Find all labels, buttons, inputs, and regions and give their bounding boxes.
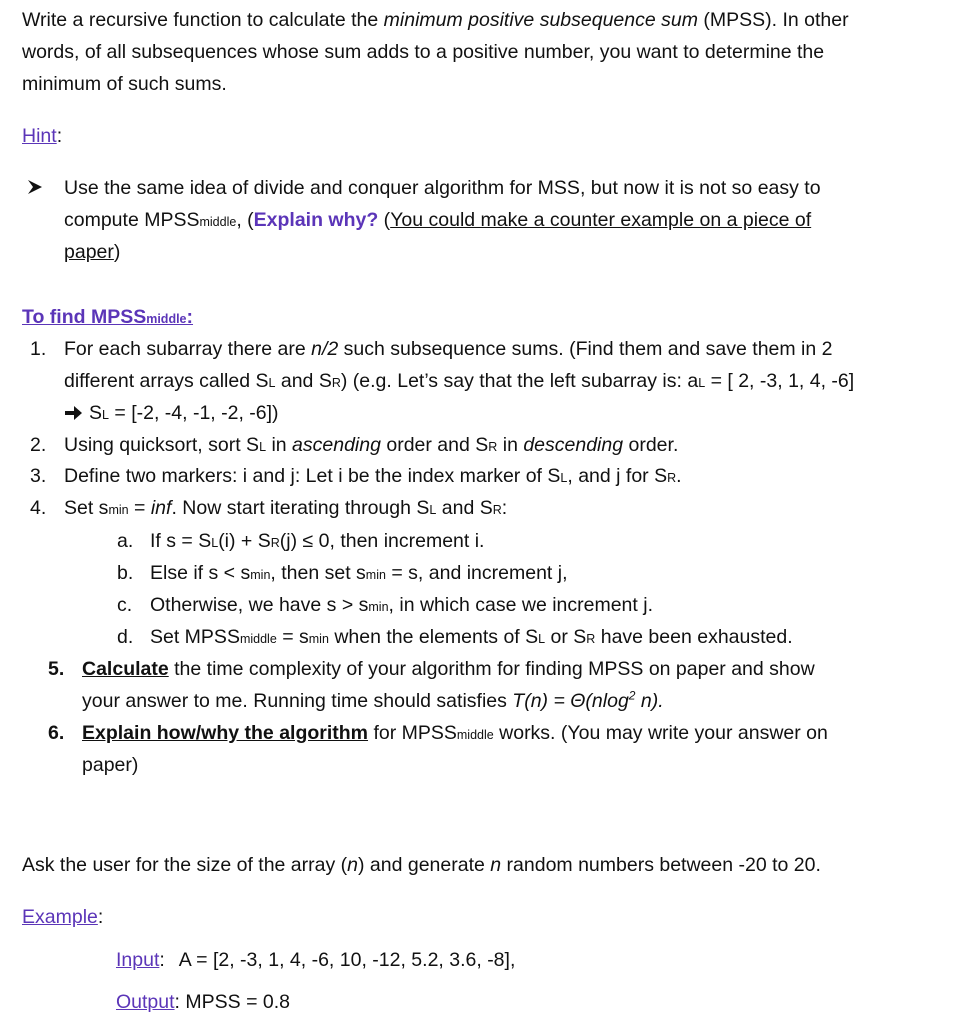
hint-label: Hint xyxy=(22,125,57,147)
step-text: in xyxy=(497,434,524,456)
complexity-formula: n). xyxy=(635,690,664,712)
step-1-line-1 xyxy=(64,337,833,361)
step-4a-text xyxy=(150,529,484,555)
subscript: min xyxy=(368,600,389,614)
subscript: middle xyxy=(146,312,187,326)
step-text: works. (You may write your answer on xyxy=(493,722,828,744)
input-colon: : xyxy=(159,949,165,971)
step-text: For each subarray there are xyxy=(64,338,312,360)
step-text: . Now start iterating through S xyxy=(171,497,430,519)
explain-text: Explain how/why the algorithm xyxy=(82,722,369,744)
ask-text: random numbers between -20 to 20. xyxy=(501,854,821,876)
subscript: R xyxy=(488,440,498,454)
hint-bullet-line-2 xyxy=(64,208,811,234)
subscript: R xyxy=(492,503,502,517)
step-text: (j) ≤ 0, then increment i. xyxy=(279,530,485,552)
step-text: and S xyxy=(275,370,332,392)
subscript: min xyxy=(365,568,386,582)
step-text: = xyxy=(128,497,151,519)
hint-bullet-line-3 xyxy=(64,240,120,264)
step-text: order. xyxy=(623,434,679,456)
ask-line xyxy=(22,853,821,877)
step-text: (i) + S xyxy=(218,530,271,552)
intro-line-2: words, of all subsequences whose sum adds to a positive number, you want to determine the xyxy=(22,41,825,63)
step-4d-text xyxy=(150,625,793,651)
subscript: L xyxy=(429,503,437,517)
subscript: L xyxy=(538,632,546,646)
step-2-number: 2. xyxy=(30,434,47,456)
output-value: MPSS = 0.8 xyxy=(179,991,290,1013)
step-text: Set MPSS xyxy=(150,626,240,648)
find-heading xyxy=(22,305,193,331)
step-text: or S xyxy=(545,626,587,648)
step-5-line-1 xyxy=(82,657,815,681)
intro-line-1 xyxy=(22,8,849,32)
step-text: = [ 2, -3, 1, 4, -6] xyxy=(705,370,855,392)
arrowhead-bullet-icon xyxy=(26,178,44,196)
step-text: in xyxy=(266,434,293,456)
ask-text: n xyxy=(347,854,358,876)
input-value: A = [2, -3, 1, 4, -6, 10, -12, 5.2, 3.6, -8], xyxy=(178,949,516,971)
counter-example-text: paper xyxy=(64,241,114,263)
step-text: , then set s xyxy=(270,562,366,584)
subscript: L xyxy=(560,471,568,485)
example-input xyxy=(116,948,515,972)
step-text: inf xyxy=(150,497,172,519)
step-4-line-1 xyxy=(64,496,507,522)
step-text: order and S xyxy=(380,434,489,456)
hint-text: compute MPSS xyxy=(64,209,200,231)
subscript: min xyxy=(308,632,329,646)
step-text: different arrays called S xyxy=(64,370,269,392)
right-arrow-icon xyxy=(64,405,83,421)
step-1-number: 1. xyxy=(30,338,47,360)
step-text: = s xyxy=(276,626,309,648)
subscript: L xyxy=(259,440,267,454)
example-heading xyxy=(22,905,103,929)
step-3-number: 3. xyxy=(30,465,47,487)
step-text: the time complexity of your algorithm for finding MPSS on paper and show xyxy=(168,658,815,680)
step-text: ascending xyxy=(292,434,381,456)
step-4-number: 4. xyxy=(30,497,47,519)
subscript: L xyxy=(698,376,706,390)
subscript: R xyxy=(331,376,341,390)
step-text: = s, and increment j, xyxy=(385,562,568,584)
ask-text: Ask the user for the size of the array ( xyxy=(22,854,348,876)
step-text: such subsequence sums. (Find them and save them in 2 xyxy=(338,338,833,360)
step-2-line-1 xyxy=(64,433,678,459)
step-5-number: 5. xyxy=(48,658,65,680)
subscript: min xyxy=(108,503,129,517)
step-text: your answer to me. Running time should satisfies xyxy=(82,690,513,712)
intro-line-3: minimum of such sums. xyxy=(22,73,227,95)
hint-heading xyxy=(22,124,62,148)
step-text: Set s xyxy=(64,497,109,519)
subscript: L xyxy=(211,536,219,550)
step-text: Else if s < s xyxy=(150,562,251,584)
step-text: . xyxy=(676,465,682,487)
step-text: ) (e.g. Let’s say that the left subarray is: a xyxy=(340,370,699,392)
superscript: 2 xyxy=(628,688,636,703)
find-colon: : xyxy=(186,306,194,328)
step-text: have been exhausted. xyxy=(595,626,793,648)
step-4c-letter: c. xyxy=(117,594,133,616)
subscript: middle xyxy=(199,215,237,229)
example-output xyxy=(116,990,290,1014)
step-5-line-2 xyxy=(82,689,664,713)
step-3-line-1 xyxy=(64,464,682,490)
example-colon: : xyxy=(97,906,104,928)
hint-bullet-line-1: Use the same idea of divide and conquer algorithm for MSS, but now it is not so easy to xyxy=(64,177,821,199)
subscript: L xyxy=(102,408,109,422)
intro-text: Write a recursive function to calculate the xyxy=(22,9,384,31)
subscript: R xyxy=(586,632,596,646)
output-colon: : xyxy=(174,991,180,1013)
counter-example-text: You could make a counter example on a piece of xyxy=(390,209,812,231)
subscript: R xyxy=(667,471,677,485)
step-text: If s = S xyxy=(150,530,212,552)
step-4d-letter: d. xyxy=(117,626,134,648)
step-text: , in which case we increment j. xyxy=(388,594,653,616)
step-text: n/2 xyxy=(311,338,339,360)
intro-text: (MPSS). In other xyxy=(697,9,849,31)
step-text: descending xyxy=(523,434,624,456)
subscript: L xyxy=(268,376,276,390)
step-4b-text xyxy=(150,561,568,587)
step-text: Otherwise, we have s > s xyxy=(150,594,369,616)
output-label: Output xyxy=(116,991,175,1013)
step-1-line-3 xyxy=(64,401,279,427)
hint-text: ) xyxy=(113,241,121,263)
step-text: for MPSS xyxy=(368,722,457,744)
complexity-formula: T(n) = Θ(nlog xyxy=(512,690,629,712)
subscript: min xyxy=(250,568,271,582)
step-text: and S xyxy=(436,497,493,519)
subscript: R xyxy=(270,536,280,550)
hint-colon: : xyxy=(56,125,63,147)
step-6-line-1 xyxy=(82,721,828,747)
step-text: Define two markers: i and j: Let i be the index marker of S xyxy=(64,465,561,487)
find-title: To find MPSS xyxy=(22,306,147,328)
input-label: Input xyxy=(116,949,160,971)
step-4b-letter: b. xyxy=(117,562,134,584)
step-text: Using quicksort, sort S xyxy=(64,434,260,456)
step-6-number: 6. xyxy=(48,722,65,744)
step-4c-text xyxy=(150,593,653,619)
explain-why-text: Explain why? xyxy=(253,209,379,231)
step-text: , and j for S xyxy=(567,465,668,487)
example-label: Example xyxy=(22,906,98,928)
calculate-text: Calculate xyxy=(82,658,169,680)
hint-text: ( xyxy=(378,209,391,231)
mpss-term: minimum positive subsequence sum xyxy=(383,9,698,31)
ask-text: ) and generate xyxy=(358,854,491,876)
subscript: middle xyxy=(456,728,494,742)
ask-text: n xyxy=(490,854,502,876)
step-6-line-2: paper) xyxy=(82,754,139,776)
step-4a-letter: a. xyxy=(117,530,134,552)
step-text: S xyxy=(89,402,103,424)
step-text: = [-2, -4, -1, -2, -6]) xyxy=(108,402,279,424)
hint-text: , ( xyxy=(236,209,254,231)
step-text: : xyxy=(501,497,508,519)
step-1-line-2 xyxy=(64,369,854,395)
step-text: when the elements of S xyxy=(328,626,539,648)
subscript: middle xyxy=(239,632,277,646)
